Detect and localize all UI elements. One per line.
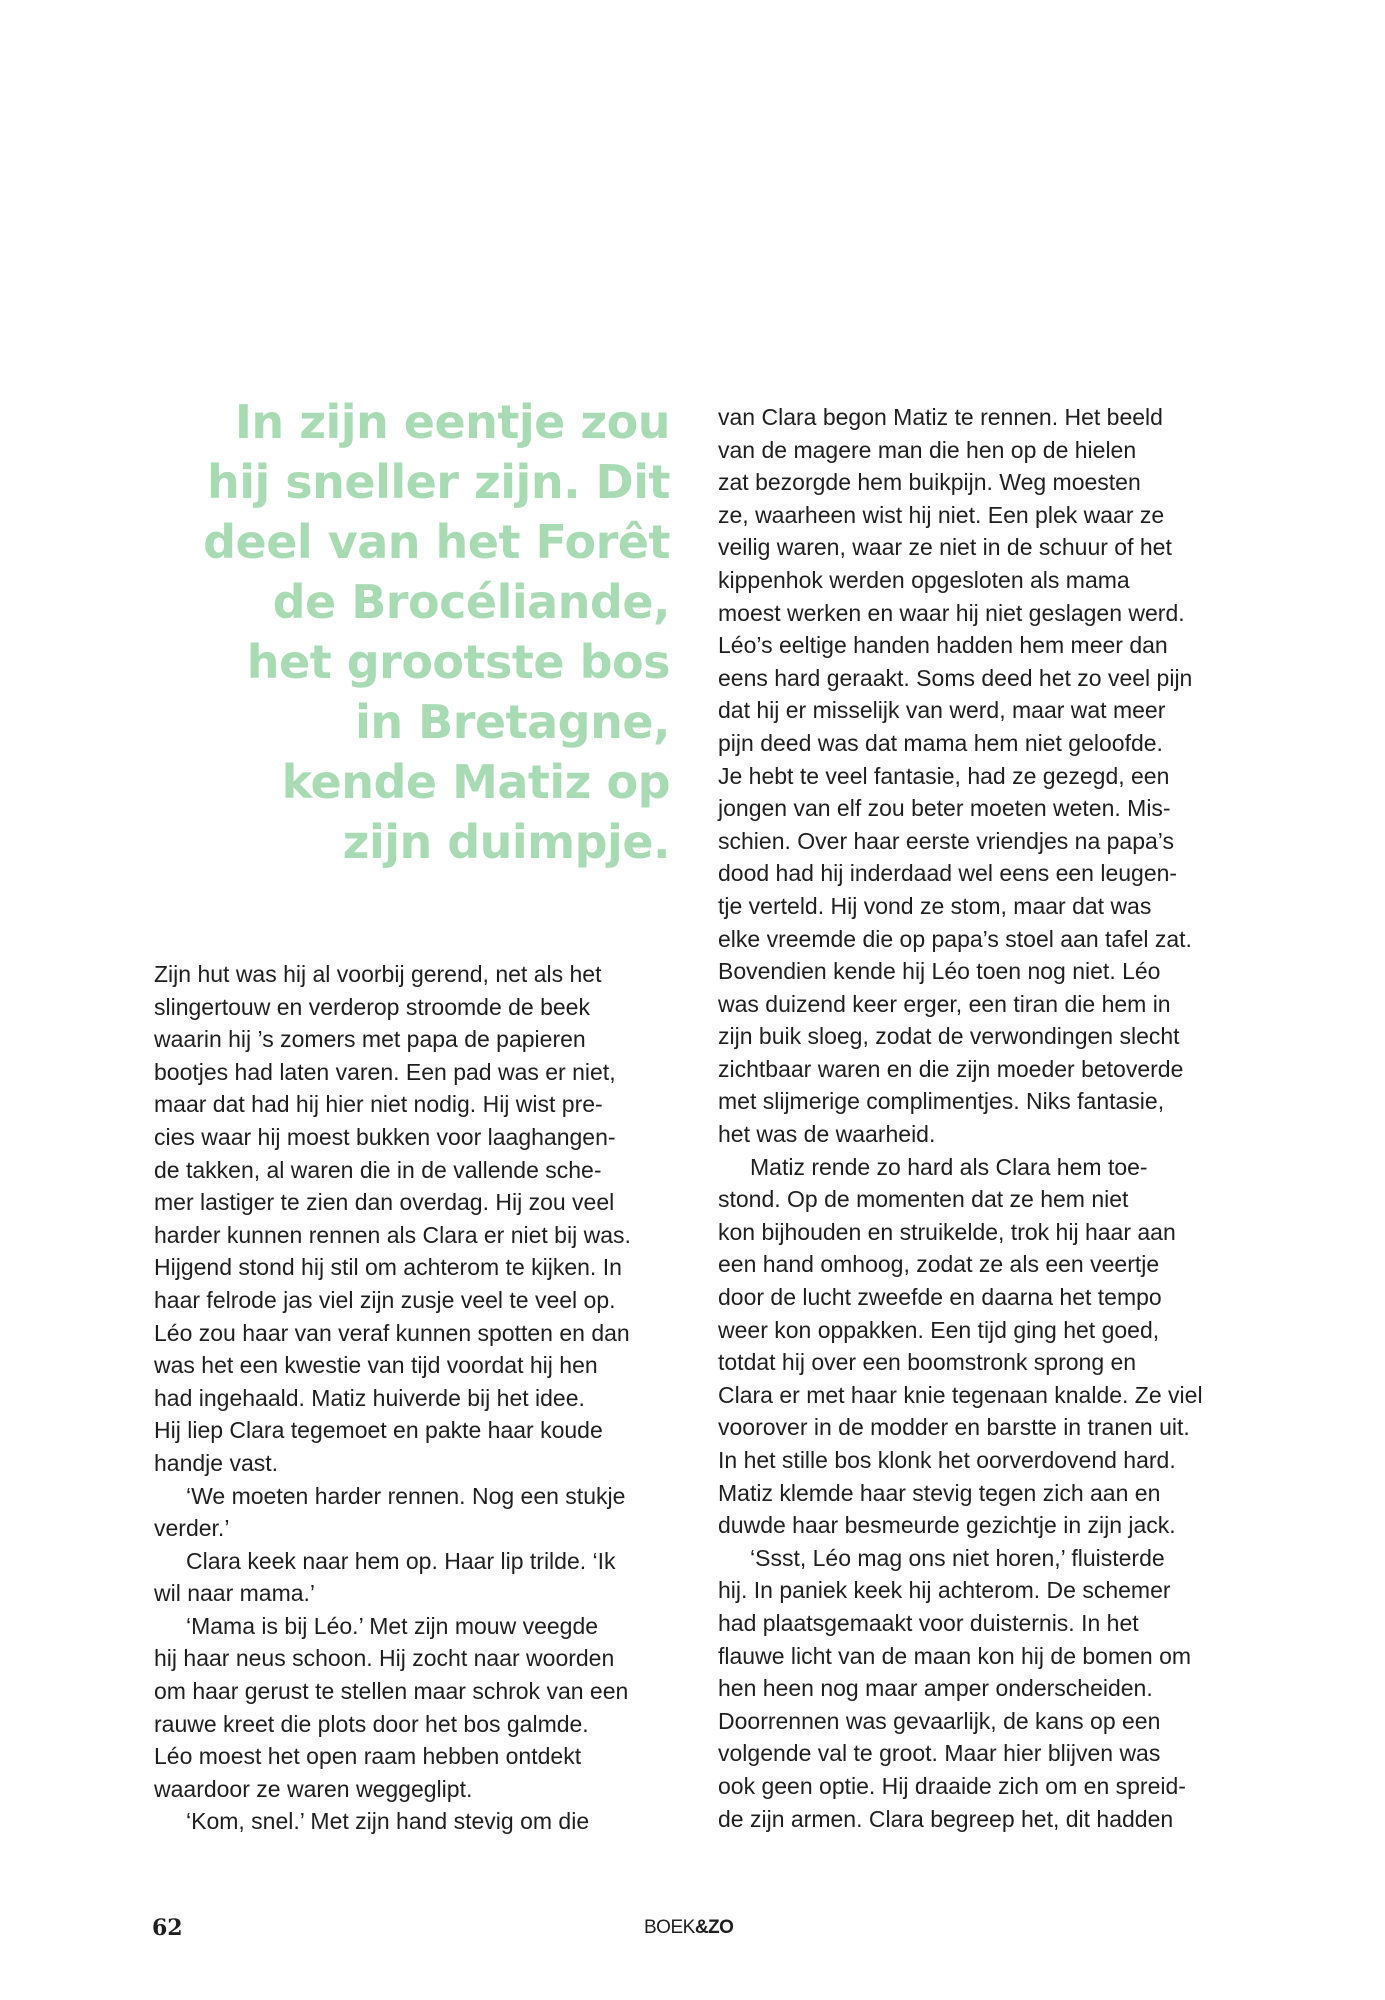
body-text-line: met slijmerige complimentjes. Niks fantasie, [718, 1088, 1165, 1115]
body-text-line: weer kon oppakken. Een tijd ging het goed, [718, 1316, 1160, 1343]
logo-word-zo: ZO [708, 1917, 734, 1938]
body-text-line: het was de waarheid. [718, 1121, 936, 1148]
pull-quote-line: zijn duimpje. [342, 815, 670, 869]
body-text-line: de zijn armen. Clara begreep het, dit hadden [718, 1805, 1174, 1832]
body-text-line: ‘Mama is bij Léo.’ Met zijn mouw veegde [186, 1612, 599, 1639]
body-text-line: hij. In paniek keek hij achterom. De schemer [718, 1577, 1171, 1604]
body-text-line: veilig waren, waar ze niet in de schuur of het [718, 534, 1172, 561]
body-text-line: eens hard geraakt. Soms deed het zo veel pijn [718, 664, 1193, 691]
body-text-line: slingertouw en verderop stroomde de beek [154, 993, 590, 1020]
body-text-line: zat bezorgde hem buikpijn. Weg moesten [718, 469, 1141, 496]
article-column-right [718, 401, 1238, 1835]
body-text-line: om haar gerust te stellen maar schrok van een [154, 1678, 629, 1705]
body-text-line: schien. Over haar eerste vriendjes na papa’s [718, 827, 1175, 854]
page-number: 62 [152, 1915, 183, 1941]
body-text-line: Je hebt te veel fantasie, had ze gezegd, een [718, 762, 1170, 789]
body-text-line: stond. Op de momenten dat ze hem niet [718, 1186, 1129, 1213]
pull-quote-line: in Bretagne, [355, 695, 670, 749]
body-text-line: Léo zou haar van veraf kunnen spotten en dan [154, 1319, 630, 1346]
body-text-line: Léo moest het open raam hebben ontdekt [154, 1743, 582, 1770]
body-text-line: ze, waarheen wist hij niet. Een plek waar ze [718, 501, 1165, 528]
body-text-line: Doorrennen was gevaarlijk, de kans op een [718, 1707, 1161, 1734]
body-text-line: door de lucht zweefde en daarna het tempo [718, 1284, 1162, 1311]
body-text-line: Clara er met haar knie tegenaan knalde. Ze viel [718, 1381, 1203, 1408]
body-text-line: handje vast. [154, 1449, 279, 1476]
body-text-line: ‘We moeten harder rennen. Nog een stukje [186, 1482, 626, 1509]
body-text-line: duwde haar besmeurde gezichtje in zijn jack. [718, 1512, 1176, 1539]
body-text-line: ‘Kom, snel.’ Met zijn hand stevig om die [186, 1808, 590, 1835]
article-column-left [154, 958, 674, 1838]
pull-quote-line: het grootste bos [246, 635, 670, 689]
body-text-line: volgende val te groot. Maar hier blijven was [718, 1740, 1161, 1767]
body-text-line: flauwe licht van de maan kon hij de bomen om [718, 1642, 1192, 1669]
body-text-line: Hijgend stond hij stil om achterom te kijken. In [154, 1254, 622, 1281]
pull-quote-line: deel van het Forêt [203, 515, 670, 569]
body-text-line: mer lastiger te zien dan overdag. Hij zou veel [154, 1189, 615, 1216]
body-text-line: kon bijhouden en struikelde, trok hij haar aan [718, 1218, 1176, 1245]
body-text-line: Bovendien kende hij Léo toen nog niet. Léo [718, 958, 1161, 985]
magazine-logo [644, 1917, 733, 1939]
logo-ampersand: & [694, 1917, 709, 1938]
body-text-line: van Clara begon Matiz te rennen. Het beeld [718, 404, 1163, 430]
pull-quote-line: In zijn eentje zou [234, 395, 670, 449]
body-text-line: ook geen optie. Hij draaide zich om en spreid- [718, 1772, 1186, 1799]
body-text-line: dat hij er misselijk van werd, maar wat meer [718, 697, 1166, 724]
pull-quote-line: de Brocéliande, [272, 575, 670, 629]
body-text-line: totdat hij over een boomstronk sprong en [718, 1349, 1137, 1376]
body-text-line: Zijn hut was hij al voorbij gerend, net als het [154, 961, 602, 987]
body-text-line: voorover in de modder en barstte in tranen uit. [718, 1414, 1190, 1441]
body-text-line: Léo’s eeltige handen hadden hem meer dan [718, 632, 1168, 659]
body-text-line: bootjes had laten varen. Een pad was er niet, [154, 1058, 616, 1085]
body-text-line: hen heen nog maar amper onderscheiden. [718, 1675, 1153, 1702]
body-text-line: maar dat had hij hier niet nodig. Hij wist pre- [154, 1091, 603, 1118]
body-text-line: zichtbaar waren en die zijn moeder betoverde [718, 1055, 1184, 1082]
body-text-line: kippenhok werden opgesloten als mama [718, 566, 1130, 593]
body-text-line: In het stille bos klonk het oorverdovend hard. [718, 1447, 1176, 1473]
body-text-line: dood had hij inderdaad wel eens een leugen- [718, 860, 1178, 887]
body-text-line: was duizend keer erger, een tiran die hem in [718, 990, 1171, 1017]
body-text-line: haar felrode jas viel zijn zusje veel te veel op. [154, 1286, 616, 1313]
body-text-line: jongen van elf zou beter moeten weten. Mis- [718, 795, 1171, 822]
body-text-line: Matiz klemde haar stevig tegen zich aan en [718, 1479, 1161, 1506]
body-text-line: wil naar mama.’ [154, 1580, 316, 1607]
body-text-line: hij haar neus schoon. Hij zocht naar woorden [154, 1645, 615, 1672]
body-text-line: een hand omhoog, zodat ze als een veertje [718, 1251, 1160, 1278]
logo-word-boek: BOEK [644, 1917, 695, 1938]
body-text-line: had ingehaald. Matiz huiverde bij het idee. [154, 1384, 585, 1411]
pull-quote-line: hij sneller zijn. Dit [206, 455, 670, 509]
body-text-line: van de magere man die hen op de hielen [718, 436, 1137, 463]
body-text-line: Clara keek naar hem op. Haar lip trilde. ‘Ik [186, 1547, 616, 1574]
body-text-line: waardoor ze waren weggeglipt. [154, 1775, 473, 1802]
body-text-line: rauwe kreet die plots door het bos galmde. [154, 1710, 589, 1737]
body-text-line: had plaatsgemaakt voor duisternis. In het [718, 1609, 1139, 1636]
pull-quote [150, 392, 670, 872]
body-text-line: harder kunnen rennen als Clara er niet bij was. [154, 1221, 631, 1248]
body-text-line: elke vreemde die op papa’s stoel aan tafel zat. [718, 925, 1192, 952]
body-text-line: zijn buik sloeg, zodat de verwondingen slecht [718, 1023, 1180, 1050]
body-text-line: Hij liep Clara tegemoet en pakte haar koude [154, 1417, 603, 1444]
body-text-line: waarin hij ’s zomers met papa de papieren [154, 1026, 586, 1053]
body-text-line: tje verteld. Hij vond ze stom, maar dat was [718, 892, 1152, 919]
body-text-line: was het een kwestie van tijd voordat hij hen [154, 1352, 598, 1379]
pull-quote-line: kende Matiz op [281, 755, 670, 809]
body-text-line: de takken, al waren die in de vallende sche- [154, 1156, 602, 1183]
body-text-line: moest werken en waar hij niet geslagen werd. [718, 599, 1185, 626]
body-text-line: pijn deed was dat mama hem niet geloofde. [718, 729, 1163, 756]
body-text-line: verder.’ [154, 1515, 230, 1542]
body-text-line: Matiz rende zo hard als Clara hem toe- [750, 1153, 1148, 1180]
body-text-line: cies waar hij moest bukken voor laaghangen- [154, 1123, 616, 1150]
body-text-line: ‘Ssst, Léo mag ons niet horen,’ fluisterde [750, 1544, 1165, 1571]
